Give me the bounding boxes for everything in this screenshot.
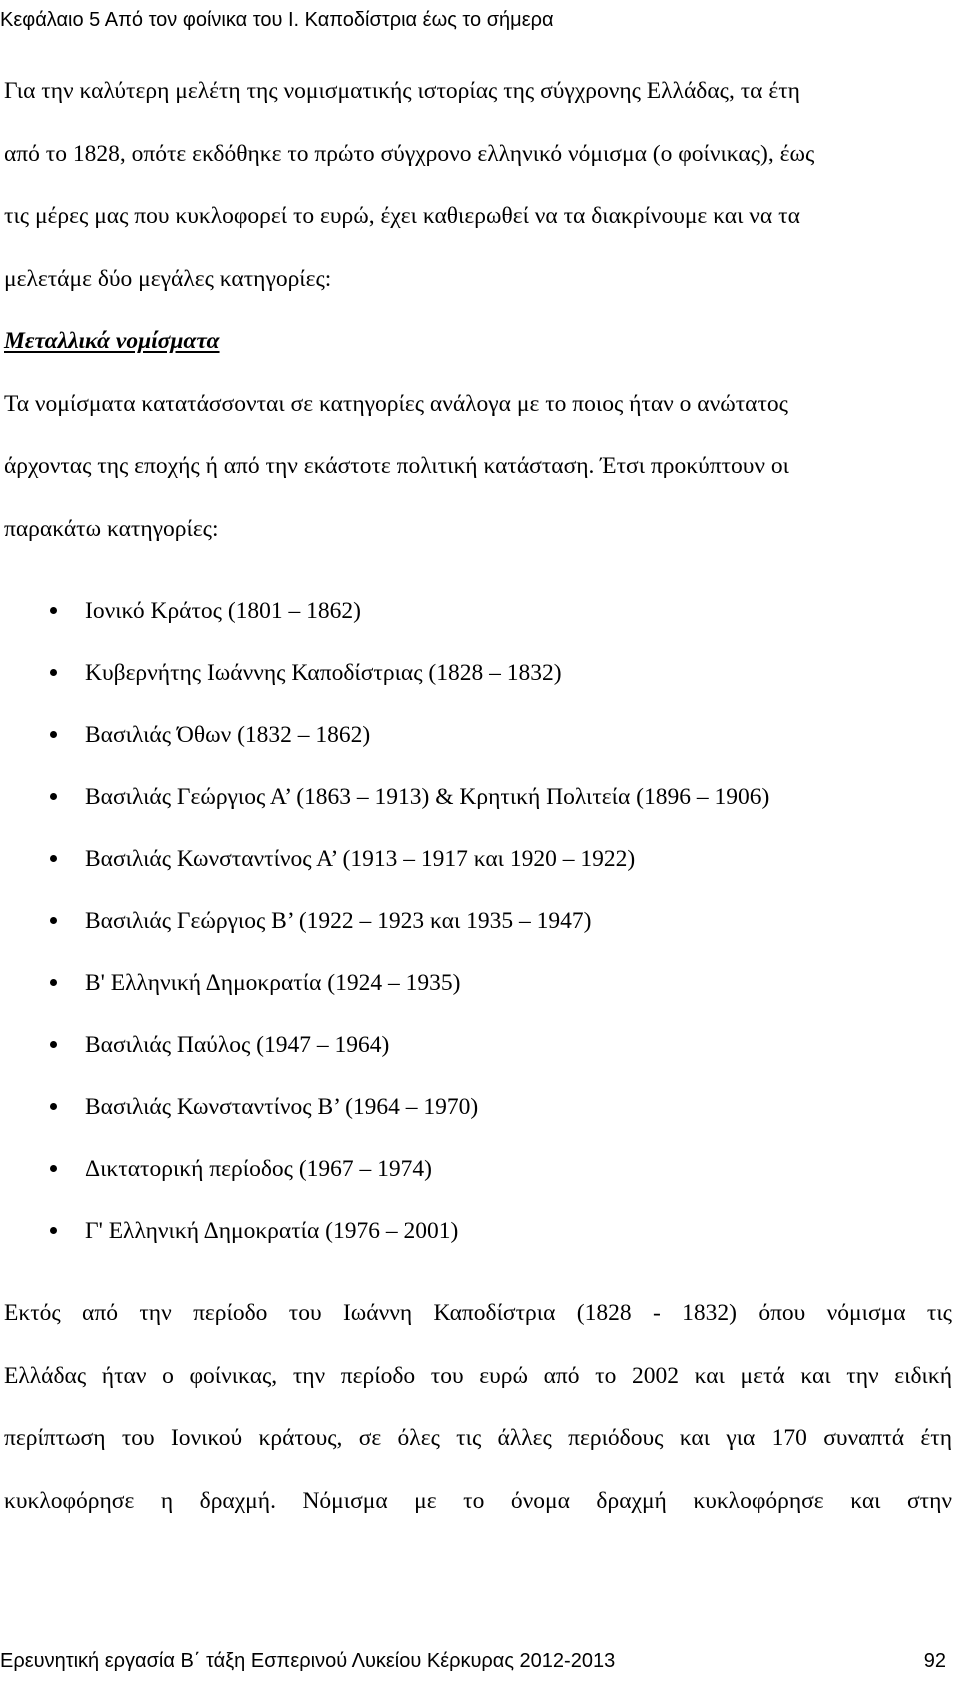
list-item [4, 766, 952, 828]
list-item [4, 1200, 952, 1262]
bullet-icon [50, 1227, 57, 1234]
list-item-text: Κυβερνήτης Ιωάννης Καποδίστριας (1828 – 1832) [85, 660, 562, 686]
chapter-title: Κεφάλαιο 5 Από τον φοίνικα του Ι. Καποδίστρια έως το σήμερα [0, 9, 554, 31]
bullet-icon [50, 855, 57, 862]
bullet-icon [50, 731, 57, 738]
section-line: παρακάτω κατηγορίες: [4, 515, 219, 542]
section-heading: Μεταλλικά νομίσματα [4, 328, 220, 354]
bullet-icon [50, 1165, 57, 1172]
list-item-text: Βασιλιάς Γεώργιος Β’ (1922 – 1923 και 1935 – 1947) [85, 908, 592, 934]
intro-line: μελετάμε δύο μεγάλες κατηγορίες: [4, 265, 332, 292]
section-line: άρχοντας της εποχής ή από την εκάστοτε πολιτική κατάσταση. Έτσι προκύπτουν οι [4, 453, 789, 479]
bullet-icon [50, 607, 57, 614]
document-body [4, 60, 952, 1532]
list-item [4, 828, 952, 890]
list-item [4, 890, 952, 952]
intro-paragraph [4, 60, 952, 310]
bullet-icon [50, 793, 57, 800]
bullet-icon [50, 669, 57, 676]
page-number: 92 [923, 1650, 946, 1672]
list-item [4, 704, 952, 766]
intro-line: Για την καλύτερη μελέτη της νομισματικής ιστορίας της σύγχρονης Ελλάδας, τα έτη [4, 78, 800, 104]
list-item [4, 1076, 952, 1138]
spacer [4, 560, 952, 580]
closing-line: Ελλάδας ήταν ο φοίνικας, την περίοδο του ευρώ από το 2002 και μετά και την ειδική [4, 1362, 952, 1389]
list-item-text: Βασιλιάς Κωνσταντίνος Α’ (1913 – 1917 και 1920 – 1922) [85, 846, 636, 872]
list-item [4, 580, 952, 642]
section-paragraph [4, 373, 952, 561]
page-header [0, 4, 960, 36]
list-item [4, 1138, 952, 1200]
closing-paragraph [4, 1282, 952, 1532]
intro-line: από το 1828, οπότε εκδόθηκε το πρώτο σύγχρονο ελληνικό νόμισμα (ο φοίνικας), έως [4, 140, 815, 167]
page-footer [0, 1646, 946, 1676]
list-item [4, 1014, 952, 1076]
section-line: Τα νομίσματα κατατάσσονται σε κατηγορίες ανάλογα με το ποιος ήταν ο ανώτατος [4, 390, 788, 417]
list-item [4, 952, 952, 1014]
list-item-text: Βασιλιάς Παύλος (1947 – 1964) [85, 1032, 390, 1058]
list-item-text: Βασιλιάς Κωνσταντίνος Β’ (1964 – 1970) [85, 1094, 479, 1120]
closing-line: περίπτωση του Ιονικού κράτους, σε όλες τις άλλες περιόδους και για 170 συναπτά έτη [4, 1425, 952, 1451]
closing-line: κυκλοφόρησε η δραχμή. Νόμισμα με το όνομα δραχμή κυκλοφόρησε και στην [4, 1487, 952, 1514]
closing-line: Εκτός από την περίοδο του Ιωάννη Καποδίστρια (1828 - 1832) όπου νόμισμα τις [4, 1300, 952, 1326]
bullet-icon [50, 917, 57, 924]
intro-line: τις μέρες μας που κυκλοφορεί το ευρώ, έχει καθιερωθεί να τα διακρίνουμε και να τα [4, 203, 800, 229]
list-item-text: Β' Ελληνική Δημοκρατία (1924 – 1935) [85, 970, 461, 996]
period-list [4, 580, 952, 1262]
list-item-text: Βασιλιάς Όθων (1832 – 1862) [85, 722, 371, 748]
bullet-icon [50, 1103, 57, 1110]
bullet-icon [50, 1041, 57, 1048]
list-item [4, 642, 952, 704]
footer-text: Ερευνητική εργασία Β΄ τάξη Εσπερινού Λυκείου Κέρκυρας 2012-2013 [0, 1650, 616, 1672]
spacer [4, 1262, 952, 1282]
list-item-text: Βασιλιάς Γεώργιος Α’ (1863 – 1913) & Κρητική Πολιτεία (1896 – 1906) [85, 784, 770, 810]
bullet-icon [50, 979, 57, 986]
list-item-text: Δικτατορική περίοδος (1967 – 1974) [85, 1156, 432, 1182]
list-item-text: Ιονικό Κράτος (1801 – 1862) [85, 598, 362, 624]
list-item-text: Γ' Ελληνική Δημοκρατία (1976 – 2001) [85, 1218, 459, 1244]
